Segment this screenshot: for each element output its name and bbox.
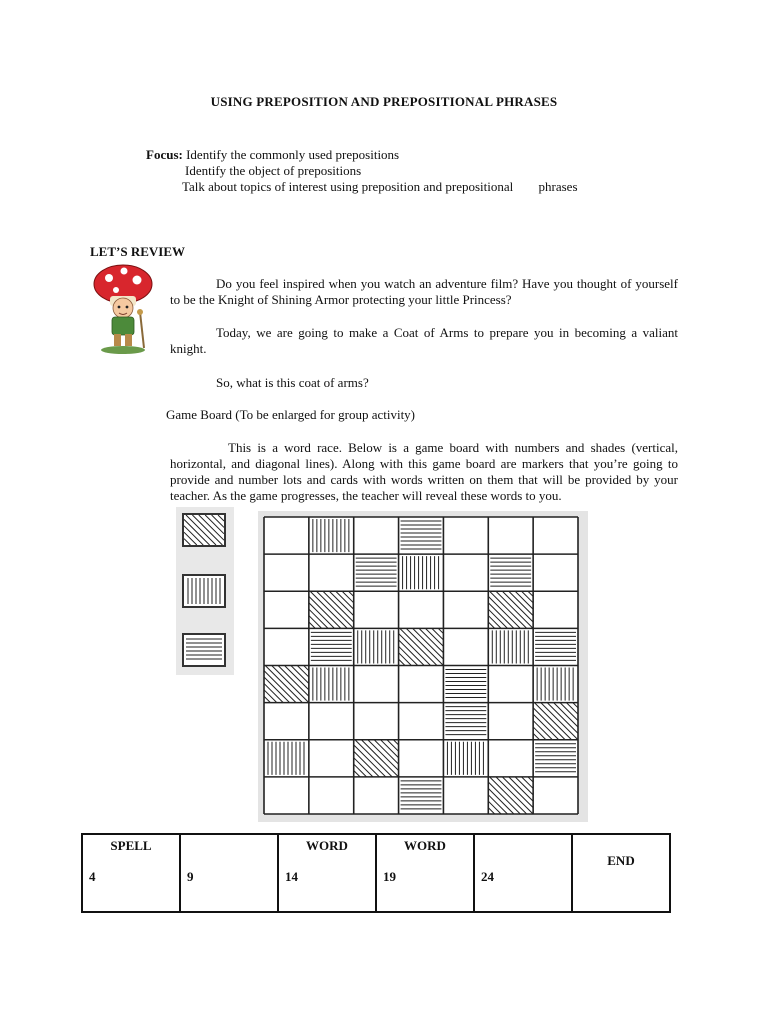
track-cell: WORD 14 (278, 834, 376, 912)
track-cell: WORD 19 (376, 834, 474, 912)
page-title: USING PREPOSITION AND PREPOSITIONAL PHRASES (210, 94, 558, 109)
hatch-line (184, 519, 210, 545)
focus-label: Focus: (146, 147, 183, 162)
hatch-line (199, 515, 224, 540)
review-paragraph-1: Do you feel inspired when you watch an adventure film? Have you thought of yourself to be the Knight of Shining Armor protecting your little Princess? (170, 276, 678, 307)
focus-item-1: Identify the commonly used prepositions (186, 147, 400, 162)
race-track-table (81, 833, 671, 913)
review-paragraph-2: Today, we are going to make a Coat of Arms to prepare you in becoming a valiant knight. (170, 325, 678, 356)
track-cell-end: END (572, 834, 670, 912)
focus-line-1 (146, 147, 399, 163)
hatch-line (184, 532, 197, 545)
game-board-grid (258, 511, 588, 822)
focus-item-3-text: Talk about topics of interest using preposition and prepositional (182, 179, 514, 194)
review-paragraph-4: This is a word race. Below is a game board with numbers and shades (vertical, horizontal, and diagonal lines). Along with this game board are markers that you’re going to provide and number lots and cards with words written on them that will be provided by your teacher. As the game progresses, the teacher will reveal these words to you. (170, 440, 678, 503)
track-cell: SPELL 4 (82, 834, 180, 912)
hatch-line (218, 515, 224, 521)
section-heading-review: LET’S REVIEW (90, 244, 185, 259)
track-cell: 24 (474, 834, 572, 912)
game-board-label: Game Board (To be enlarged for group activity) (166, 407, 416, 422)
hatch-line (184, 539, 190, 545)
hatch-line (192, 515, 222, 545)
track-cell: 9 (180, 834, 278, 912)
shade-legend (176, 507, 234, 675)
game-board (258, 511, 588, 822)
focus-item-2: Identify the object of prepositions (185, 163, 362, 178)
focus-item-3 (182, 179, 578, 195)
mushroom-character-icon (92, 262, 154, 356)
hatch-line (212, 515, 224, 527)
legend-diagonal-tile (182, 513, 226, 547)
review-paragraph-3: So, what is this coat of arms? (216, 375, 369, 390)
legend-vertical-tile (182, 574, 226, 608)
focus-item-3-tail: phrases (538, 179, 578, 194)
hatch-line (186, 515, 216, 545)
legend-horizontal-tile (182, 633, 226, 667)
